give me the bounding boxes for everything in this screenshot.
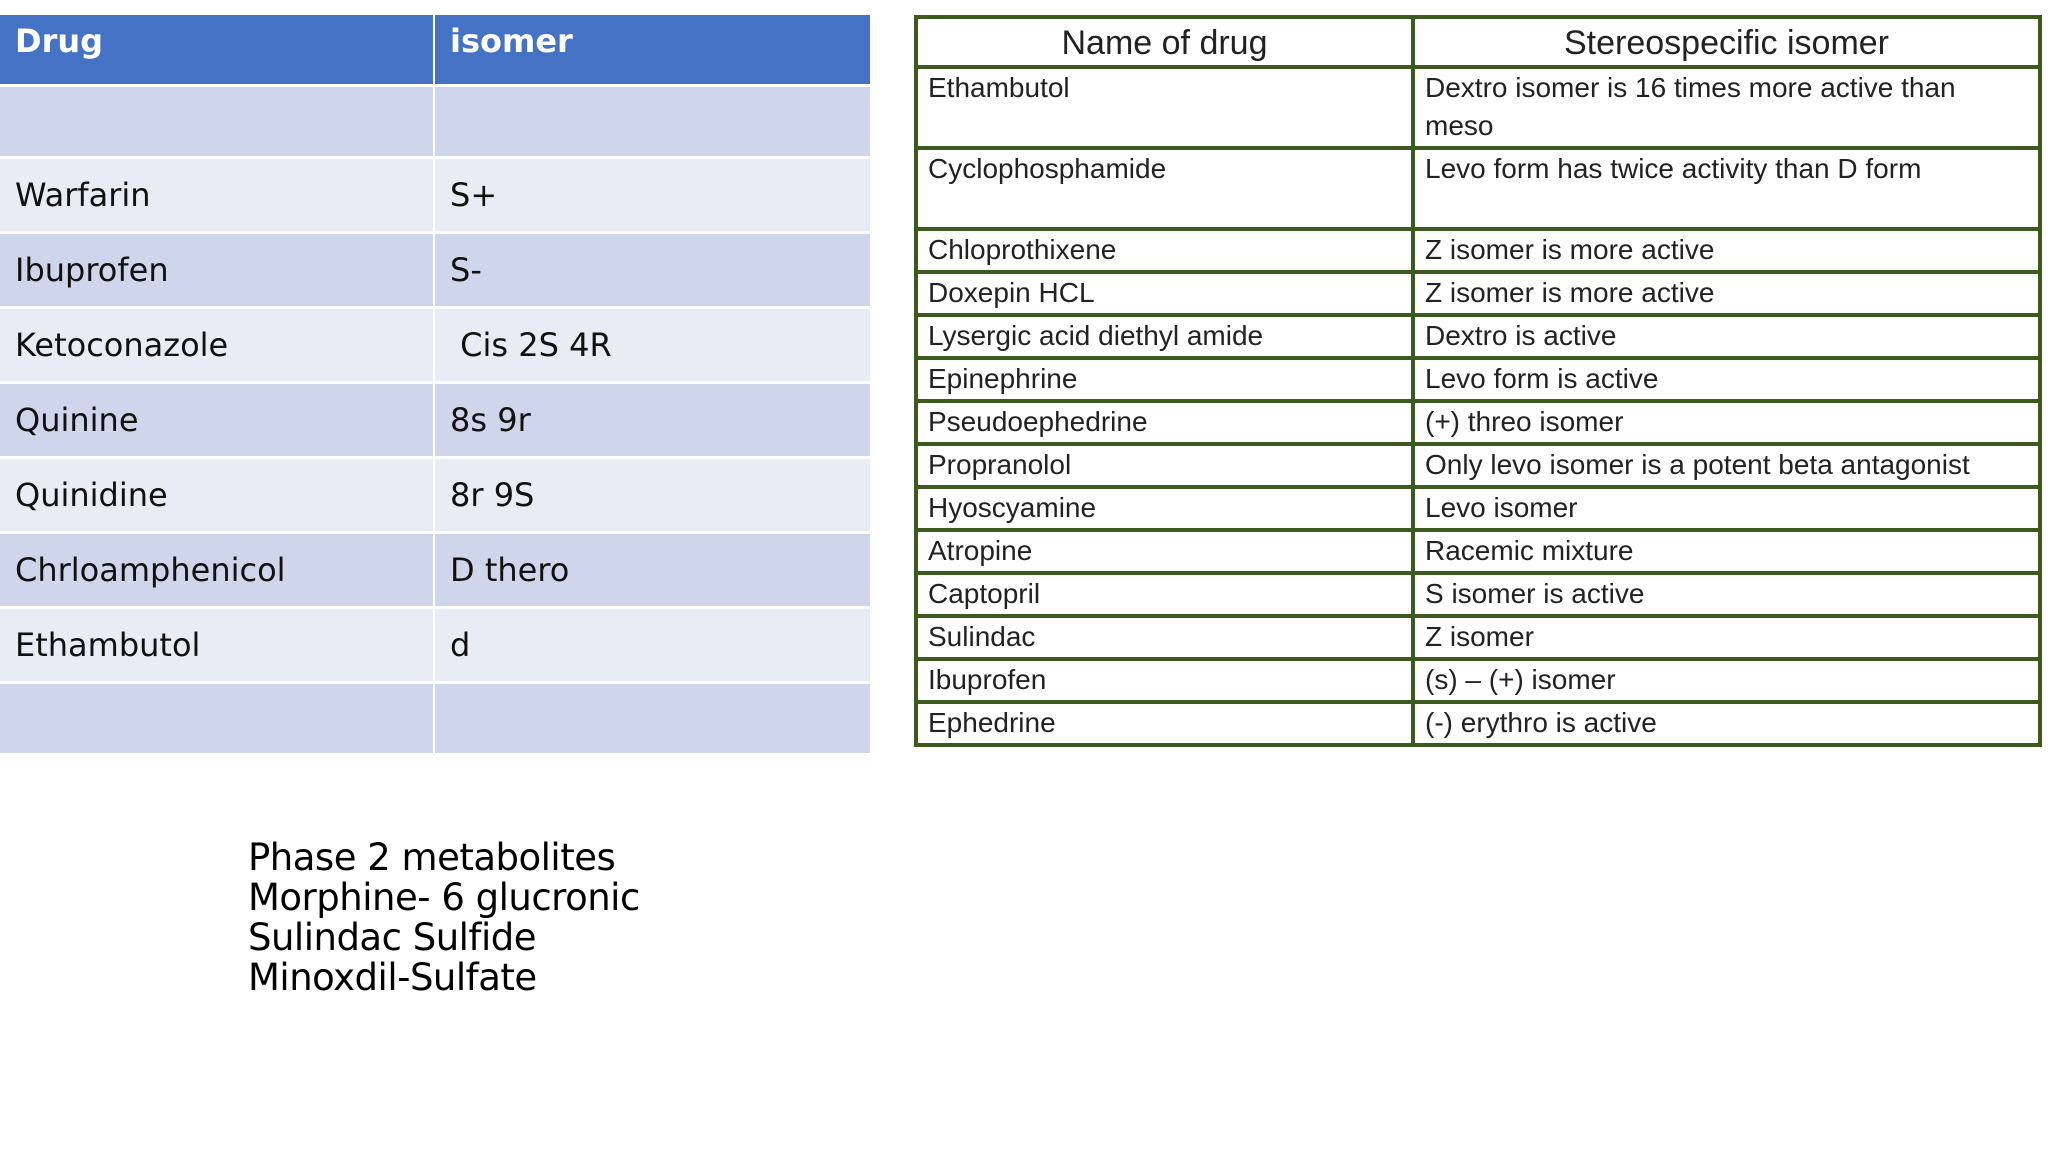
stereo-isomer-cell: Levo form has twice activity than D form [1413,148,2040,229]
stereo-isomer-cell: (+) threo isomer [1413,401,2040,444]
drug-name-cell: Lysergic acid diethyl amide [916,315,1413,358]
drug-cell: Warfarin [0,159,435,234]
isomer-cell [435,684,870,756]
isomer-cell: D thero [435,534,870,609]
stereospecific-table [914,15,2042,747]
drug-name-cell: Ephedrine [916,702,1413,745]
table-row [916,573,2040,616]
isomer-cell: d [435,609,870,684]
stereo-isomer-cell: Dextro is active [1413,315,2040,358]
notes-line: Sulindac Sulfide [248,916,536,959]
drug-name-cell: Chloprothixene [916,229,1413,272]
isomer-cell: 8s 9r [435,384,870,459]
table-row [0,234,870,309]
table-row [916,702,2040,745]
drug-cell: Ibuprofen [0,234,435,309]
table-row [0,384,870,459]
phase2-metabolites-notes [248,838,640,998]
table-row [916,67,2040,148]
table-row [916,401,2040,444]
table-row [916,616,2040,659]
table-row [916,148,2040,229]
stereo-isomer-cell: Z isomer is more active [1413,229,2040,272]
table-row [0,534,870,609]
stereo-isomer-cell: (-) erythro is active [1413,702,2040,745]
isomer-table [0,15,870,756]
drug-cell: Ketoconazole [0,309,435,384]
drug-name-cell: Epinephrine [916,358,1413,401]
stereo-isomer-cell: Only levo isomer is a potent beta antagonist [1413,444,2040,487]
drug-name-cell: Atropine [916,530,1413,573]
notes-line: Phase 2 metabolites [248,836,616,879]
drug-name-cell: Propranolol [916,444,1413,487]
table-row [0,309,870,384]
drug-name-cell: Sulindac [916,616,1413,659]
drug-cell: Quinine [0,384,435,459]
drug-cell [0,684,435,756]
stereo-isomer-cell: Levo form is active [1413,358,2040,401]
table-row [916,272,2040,315]
drug-name-cell: Hyoscyamine [916,487,1413,530]
drug-cell: Chrloamphenicol [0,534,435,609]
drug-name-cell: Captopril [916,573,1413,616]
drug-cell [0,87,435,159]
header-stereospecific-isomer: Stereospecific isomer [1413,17,2040,67]
isomer-table-header [0,15,870,87]
isomer-cell [435,87,870,159]
isomer-cell: S- [435,234,870,309]
notes-line: Minoxdil-Sulfate [248,956,537,999]
table-row [916,659,2040,702]
table-row [916,358,2040,401]
stereo-isomer-cell: Levo isomer [1413,487,2040,530]
stereo-isomer-cell: Z isomer [1413,616,2040,659]
header-isomer: isomer [435,15,870,87]
drug-name-cell: Doxepin HCL [916,272,1413,315]
stereo-isomer-cell: Dextro isomer is 16 times more active than meso [1413,67,2040,148]
stereo-isomer-cell: (s) – (+) isomer [1413,659,2040,702]
table-row [0,684,870,756]
isomer-cell: 8r 9S [435,459,870,534]
table-row [0,609,870,684]
table-row [916,315,2040,358]
table-row [0,87,870,159]
table-row [916,530,2040,573]
table-row [916,444,2040,487]
drug-name-cell: Cyclophosphamide [916,148,1413,229]
drug-name-cell: Ibuprofen [916,659,1413,702]
stereo-isomer-cell: Z isomer is more active [1413,272,2040,315]
header-name-of-drug: Name of drug [916,17,1413,67]
table-row [0,159,870,234]
isomer-cell: S+ [435,159,870,234]
stereo-isomer-cell: S isomer is active [1413,573,2040,616]
stereo-isomer-cell: Racemic mixture [1413,530,2040,573]
table-row [916,487,2040,530]
drug-cell: Ethambutol [0,609,435,684]
drug-name-cell: Pseudoephedrine [916,401,1413,444]
drug-name-cell: Ethambutol [916,67,1413,148]
table-row [916,229,2040,272]
header-drug: Drug [0,15,435,87]
stereospecific-table-header [916,17,2040,67]
drug-cell: Quinidine [0,459,435,534]
table-row [0,459,870,534]
isomer-cell: Cis 2S 4R [435,309,870,384]
notes-line: Morphine- 6 glucronic [248,876,640,919]
